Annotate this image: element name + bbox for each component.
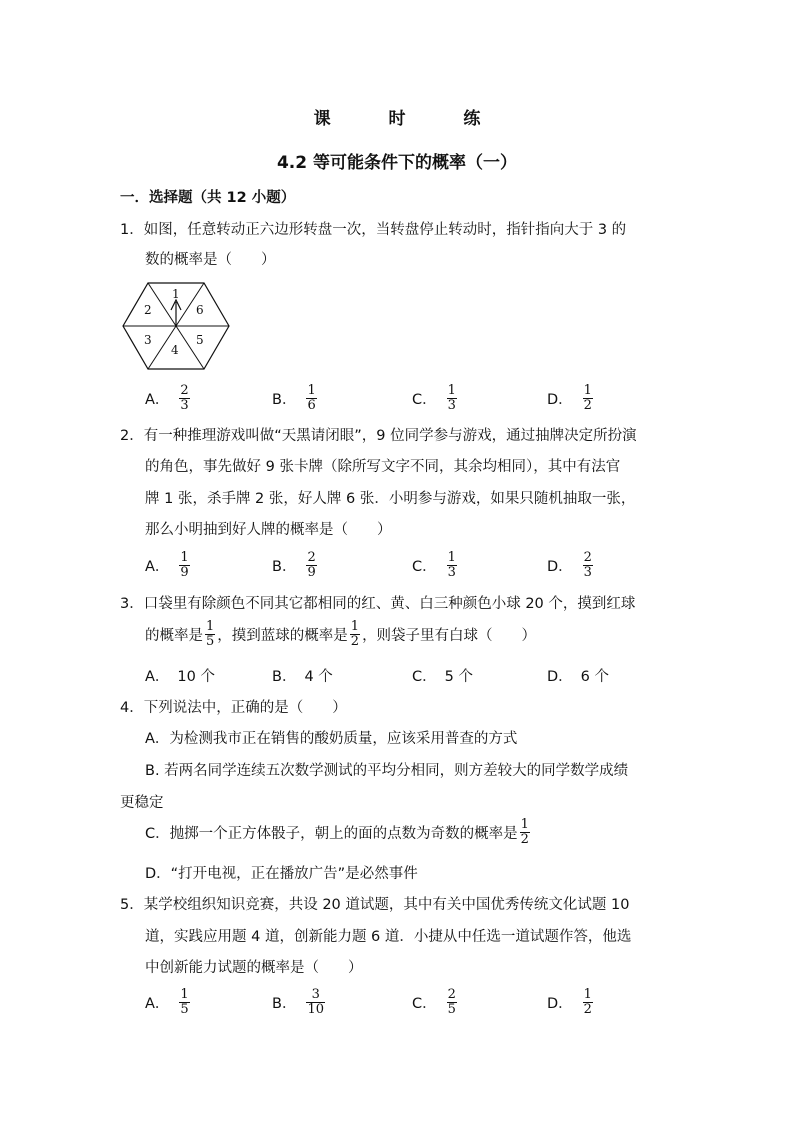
q3-line-2: 的概率是 $\frac{1}{5}$ ，摸到蓝球的概率是 $\frac{1}{2}$ ，则袋子里有白球（ ）: [145, 619, 537, 649]
q3-option-c[interactable]: C． 5 个: [412, 668, 473, 685]
sector-label-6: 6: [196, 303, 204, 317]
q3-option-d[interactable]: D． 6 个: [547, 668, 610, 685]
sector-label-4: 4: [171, 343, 179, 357]
q3-line-1: 3．口袋里有除颜色不同其它都相同的红、黄、白三种颜色小球 20 个，摸到红球: [120, 596, 636, 612]
q5-line-3: 中创新能力试题的概率是（ ）: [145, 960, 363, 976]
q3-blue-probability: $\frac{1}{2}$: [350, 619, 360, 649]
q2-option-b[interactable]: B． $\frac{2}{9}$: [272, 549, 316, 580]
sector-label-3: 3: [144, 333, 152, 347]
q1-option-a[interactable]: A． $\frac{2}{3}$: [145, 382, 189, 413]
q3-red-probability: $\frac{1}{5}$: [206, 619, 215, 649]
q1-line-1: 1．如图，任意转动正六边形转盘一次，当转盘停止转动时，指针指向大于 3 的: [120, 222, 627, 238]
q4-option-c[interactable]: C．抛掷一个正方体骰子，朝上的面的点数为奇数的概率是 $\frac{1}{2}$: [145, 817, 529, 847]
hexagon-spinner-figure: [120, 280, 232, 372]
q5-option-d[interactable]: D． $\frac{1}{2}$: [547, 986, 592, 1017]
q1-option-c[interactable]: C． $\frac{1}{3}$: [412, 382, 456, 413]
q2-line-2: 的角色，事先做好 9 张卡牌（除所写文字不同，其余均相同），其中有法官: [145, 459, 621, 475]
q2-option-c[interactable]: C． $\frac{1}{3}$: [412, 549, 456, 580]
q3-option-a[interactable]: A． 10 个: [145, 668, 215, 685]
q5-options: [145, 982, 665, 1022]
sector-label-5: 5: [196, 333, 204, 347]
q1-option-b[interactable]: B． $\frac{1}{6}$: [272, 382, 316, 413]
q2-line-3: 牌 1 张，杀手牌 2 张，好人牌 6 张．小明参与游戏，如果只随机抽取一张，: [145, 491, 636, 507]
q3-options: [145, 655, 665, 695]
q1-line-2: 数的概率是（ ）: [145, 252, 276, 268]
q5-line-1: 5．某学校组织知识竞赛，共设 20 道试题，其中有关中国优秀传统文化试题 10: [120, 897, 630, 913]
lesson-subtitle: 4.2 等可能条件下的概率（一）: [276, 153, 518, 173]
q3-option-b[interactable]: B． 4 个: [272, 668, 333, 685]
q1-option-d[interactable]: D． $\frac{1}{2}$: [547, 382, 592, 413]
q4-option-b-line-1[interactable]: B. 若两名同学连续五次数学测试的平均分相同，则方差较大的同学数学成绩: [145, 763, 629, 779]
q5-option-a[interactable]: A． $\frac{1}{5}$: [145, 986, 189, 1017]
page-title: 课 时 练: [313, 109, 507, 129]
section-heading: 一．选择题（共 12 小题）: [120, 190, 296, 206]
q2-options: [145, 545, 665, 585]
sector-label-1: 1: [172, 287, 180, 301]
q4-option-d[interactable]: D．“打开电视，正在播放广告”是必然事件: [145, 866, 418, 882]
sector-label-2: 2: [144, 303, 152, 317]
q2-option-a[interactable]: A． $\frac{1}{9}$: [145, 549, 189, 580]
q4-stem: 4．下列说法中，正确的是（ ）: [120, 700, 347, 716]
q2-line-1: 2．有一种推理游戏叫做“天黑请闭眼”，9 位同学参与游戏，通过抽牌决定所扮演: [120, 428, 637, 444]
q5-option-c[interactable]: C． $\frac{2}{5}$: [412, 986, 456, 1017]
q2-option-d[interactable]: D． $\frac{2}{3}$: [547, 549, 592, 580]
q4-option-a[interactable]: A．为检测我市正在销售的酸奶质量，应该采用普查的方式: [145, 731, 518, 747]
q1-options: [145, 378, 665, 418]
q5-option-b[interactable]: B． $\frac{3}{10}$: [272, 986, 324, 1017]
q5-line-2: 道，实践应用题 4 道，创新能力题 6 道．小捷从中任选一道试题作答，他选: [145, 929, 632, 945]
q4-option-b-line-2: 更稳定: [120, 795, 164, 811]
q2-line-4: 那么小明抽到好人牌的概率是（ ）: [145, 522, 392, 538]
